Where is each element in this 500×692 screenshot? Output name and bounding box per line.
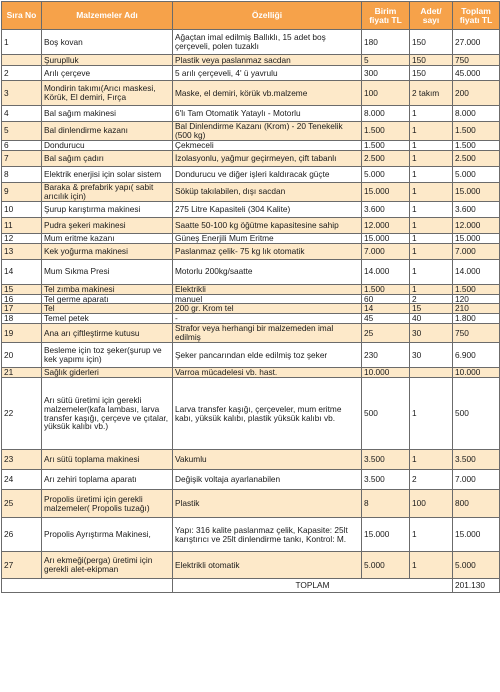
table-row xyxy=(2,55,500,66)
item-specification: Plastik veya paslanmaz sacdan xyxy=(173,55,362,66)
quantity: 1 xyxy=(410,182,453,201)
unit-price: 15.000 xyxy=(362,182,410,201)
item-specification: 275 Litre Kapasiteli (304 Kalite) xyxy=(173,201,362,217)
table-header-row xyxy=(2,2,500,30)
table-row xyxy=(2,166,500,182)
header-adet-sayi: Adet/ sayı xyxy=(410,2,453,30)
row-number: 2 xyxy=(2,66,42,81)
item-name: Kek yoğurma makinesi xyxy=(42,243,173,259)
unit-price: 5 xyxy=(362,55,410,66)
item-name: Bal sağım makinesi xyxy=(42,106,173,122)
table-row xyxy=(2,140,500,150)
item-name: Bal dinlendirme kazanı xyxy=(42,122,173,141)
item-specification: 200 gr. Krom tel xyxy=(173,304,362,314)
total-price: 45.000 xyxy=(453,66,500,81)
item-name: Tel germe aparatı xyxy=(42,294,173,304)
quantity: 40 xyxy=(410,314,453,324)
unit-price: 25 xyxy=(362,324,410,343)
row-number: 25 xyxy=(2,490,42,518)
quantity: 1 xyxy=(410,122,453,141)
item-specification: Ağaçtan imal edilmiş Ballıklı, 15 adet boş çerçeveli, polen tuzaklı xyxy=(173,30,362,55)
header-birim-fiyati: Birim fiyatı TL xyxy=(362,2,410,30)
quantity: 2 xyxy=(410,470,453,490)
quantity: 150 xyxy=(410,30,453,55)
item-specification: Güneş Enerjili Mum Eritme xyxy=(173,233,362,243)
item-specification: Elektrikli xyxy=(173,284,362,294)
item-name: Propolis üretimi için gerekli malzemeler( Propolis tuzağı) xyxy=(42,490,173,518)
quantity: 2 takım xyxy=(410,81,453,106)
unit-price: 5.000 xyxy=(362,166,410,182)
row-number: 6 xyxy=(2,140,42,150)
item-name: Besleme için toz şeker(şurup ve kek yapımı için) xyxy=(42,343,173,368)
item-name: Arılı çerçeve xyxy=(42,66,173,81)
quantity: 1 xyxy=(410,284,453,294)
quantity: 30 xyxy=(410,324,453,343)
table-row xyxy=(2,284,500,294)
row-number: 5 xyxy=(2,122,42,141)
unit-price: 15.000 xyxy=(362,518,410,552)
table-row xyxy=(2,518,500,552)
header-ozelligi: Özelliği xyxy=(173,2,362,30)
item-name: Ana arı çiftleştirme kutusu xyxy=(42,324,173,343)
item-specification: Elektrikli otomatik xyxy=(173,552,362,579)
unit-price: 8.000 xyxy=(362,106,410,122)
row-number: 17 xyxy=(2,304,42,314)
item-name: Tel xyxy=(42,304,173,314)
table-row xyxy=(2,259,500,284)
table-row xyxy=(2,201,500,217)
row-number: 15 xyxy=(2,284,42,294)
total-empty-cell xyxy=(2,579,173,593)
item-specification: manuel xyxy=(173,294,362,304)
item-name: Pudra şekeri makinesi xyxy=(42,217,173,233)
unit-price: 60 xyxy=(362,294,410,304)
total-price: 12.000 xyxy=(453,217,500,233)
table-row xyxy=(2,304,500,314)
item-name: Sağlık giderleri xyxy=(42,368,173,378)
row-number: 14 xyxy=(2,259,42,284)
quantity: 1 xyxy=(410,378,453,450)
quantity: 1 xyxy=(410,166,453,182)
table-row xyxy=(2,150,500,166)
total-price: 1.800 xyxy=(453,314,500,324)
table-row xyxy=(2,233,500,243)
unit-price: 14.000 xyxy=(362,259,410,284)
item-specification: Motorlu 200kg/saatte xyxy=(173,259,362,284)
item-specification: Söküp takılabilen, dışı sacdan xyxy=(173,182,362,201)
header-toplam-fiyati: Toplam fiyatı TL xyxy=(453,2,500,30)
quantity xyxy=(410,368,453,378)
item-specification: Yapı: 316 kalite paslanmaz çelik, Kapasite: 25lt karıştırıcı ve 25lt dinlendirme tankı, Kontrol: M. xyxy=(173,518,362,552)
row-number: 20 xyxy=(2,343,42,368)
quantity: 1 xyxy=(410,150,453,166)
row-number: 8 xyxy=(2,166,42,182)
quantity: 1 xyxy=(410,243,453,259)
total-price: 1.500 xyxy=(453,140,500,150)
unit-price: 7.000 xyxy=(362,243,410,259)
total-price: 27.000 xyxy=(453,30,500,55)
quantity: 1 xyxy=(410,233,453,243)
row-number: 16 xyxy=(2,294,42,304)
unit-price: 14 xyxy=(362,304,410,314)
item-name: Boş kovan xyxy=(42,30,173,55)
row-number: 1 xyxy=(2,30,42,55)
total-price: 6.900 xyxy=(453,343,500,368)
unit-price: 10.000 xyxy=(362,368,410,378)
total-price: 15.000 xyxy=(453,182,500,201)
row-number: 3 xyxy=(2,81,42,106)
header-sira-no: Sıra No xyxy=(2,2,42,30)
total-price: 8.000 xyxy=(453,106,500,122)
item-specification: Değişik voltaja ayarlanabilen xyxy=(173,470,362,490)
table-row xyxy=(2,314,500,324)
row-number: 27 xyxy=(2,552,42,579)
unit-price: 300 xyxy=(362,66,410,81)
table-row xyxy=(2,66,500,81)
total-price: 10.000 xyxy=(453,368,500,378)
item-specification: Larva transfer kaşığı, çerçeveler, mum eritme kabı, yüksük kalıbı, plastik yüksük kalıbı vb. xyxy=(173,378,362,450)
total-price: 5.000 xyxy=(453,166,500,182)
item-specification: 6'lı Tam Otomatik Yataylı - Motorlu xyxy=(173,106,362,122)
quantity: 150 xyxy=(410,66,453,81)
item-name: Mondirin takımı(Arıcı maskesi, Körük, El demiri, Fırça xyxy=(42,81,173,106)
unit-price: 3.600 xyxy=(362,201,410,217)
total-price: 750 xyxy=(453,324,500,343)
total-price: 3.500 xyxy=(453,450,500,470)
total-price: 3.600 xyxy=(453,201,500,217)
item-name: Arı ekmeği(perga) üretimi için gerekli alet-ekipman xyxy=(42,552,173,579)
table-row xyxy=(2,30,500,55)
item-name: Arı sütü toplama makinesi xyxy=(42,450,173,470)
item-specification: Strafor veya herhangi bir malzemeden imal edilmiş xyxy=(173,324,362,343)
total-label: TOPLAM xyxy=(173,579,453,593)
item-specification: Plastik xyxy=(173,490,362,518)
unit-price: 5.000 xyxy=(362,552,410,579)
row-number xyxy=(2,55,42,66)
table-row xyxy=(2,450,500,470)
unit-price: 45 xyxy=(362,314,410,324)
total-price: 200 xyxy=(453,81,500,106)
item-name: Mum eritme kazanı xyxy=(42,233,173,243)
item-specification: 5 arılı çerçeveli, 4' ü yavrulu xyxy=(173,66,362,81)
quantity: 15 xyxy=(410,304,453,314)
item-specification: Varroa mücadelesi vb. hast. xyxy=(173,368,362,378)
table-row xyxy=(2,81,500,106)
row-number: 23 xyxy=(2,450,42,470)
item-specification: Bal Dinlendirme Kazanı (Krom) - 20 Tenekelik (500 kg) xyxy=(173,122,362,141)
total-price: 120 xyxy=(453,294,500,304)
table-row xyxy=(2,217,500,233)
total-price: 800 xyxy=(453,490,500,518)
quantity: 1 xyxy=(410,217,453,233)
item-name: Şuruplluk xyxy=(42,55,173,66)
quantity: 1 xyxy=(410,518,453,552)
item-name: Baraka & prefabrik yapı( sabit arıcılık için) xyxy=(42,182,173,201)
total-price: 5.000 xyxy=(453,552,500,579)
total-price: 15.000 xyxy=(453,233,500,243)
unit-price: 8 xyxy=(362,490,410,518)
table-row xyxy=(2,368,500,378)
row-number: 26 xyxy=(2,518,42,552)
row-number: 7 xyxy=(2,150,42,166)
table-row xyxy=(2,122,500,141)
total-price: 500 xyxy=(453,378,500,450)
total-price: 7.000 xyxy=(453,243,500,259)
quantity: 150 xyxy=(410,55,453,66)
item-name: Arı sütü üretimi için gerekli malzemeler(kafa lambası, larva transfer kaşığı, çerçeve ve çıtalar, yüksük kalıbı vb.) xyxy=(42,378,173,450)
item-specification: Dondurucu ve diğer işleri kaldıracak güçte xyxy=(173,166,362,182)
table-row xyxy=(2,470,500,490)
item-specification: Paslanmaz çelik- 75 kg lık otomatik xyxy=(173,243,362,259)
unit-price: 1.500 xyxy=(362,284,410,294)
total-price: 1.500 xyxy=(453,284,500,294)
quantity: 1 xyxy=(410,201,453,217)
row-number: 13 xyxy=(2,243,42,259)
total-price: 7.000 xyxy=(453,470,500,490)
item-specification: Çekmeceli xyxy=(173,140,362,150)
quantity: 1 xyxy=(410,140,453,150)
item-specification: İzolasyonlu, yağmur geçirmeyen, çift tabanlı xyxy=(173,150,362,166)
total-price: 15.000 xyxy=(453,518,500,552)
equipment-cost-table xyxy=(1,1,500,593)
item-specification: - xyxy=(173,314,362,324)
unit-price: 230 xyxy=(362,343,410,368)
row-number: 4 xyxy=(2,106,42,122)
item-name: Temel petek xyxy=(42,314,173,324)
item-specification: Şeker pancarından elde edilmiş toz şeker xyxy=(173,343,362,368)
unit-price: 3.500 xyxy=(362,450,410,470)
total-price: 750 xyxy=(453,55,500,66)
total-price: 1.500 xyxy=(453,122,500,141)
quantity: 30 xyxy=(410,343,453,368)
table-row xyxy=(2,324,500,343)
item-specification: Saatte 50-100 kg öğütme kapasitesine sahip xyxy=(173,217,362,233)
header-malzemeler-adi: Malzemeler Adı xyxy=(42,2,173,30)
row-number: 11 xyxy=(2,217,42,233)
total-price: 14.000 xyxy=(453,259,500,284)
quantity: 1 xyxy=(410,106,453,122)
table-row xyxy=(2,490,500,518)
quantity: 1 xyxy=(410,259,453,284)
quantity: 1 xyxy=(410,450,453,470)
row-number: 24 xyxy=(2,470,42,490)
row-number: 12 xyxy=(2,233,42,243)
quantity: 100 xyxy=(410,490,453,518)
item-name: Propolis Ayrıştırma Makinesi, xyxy=(42,518,173,552)
total-price: 210 xyxy=(453,304,500,314)
row-number: 21 xyxy=(2,368,42,378)
quantity: 2 xyxy=(410,294,453,304)
table-row xyxy=(2,106,500,122)
item-specification: Maske, el demiri, körük vb.malzeme xyxy=(173,81,362,106)
item-name: Elektrik enerjisi için solar sistem xyxy=(42,166,173,182)
item-specification: Vakumlu xyxy=(173,450,362,470)
quantity: 1 xyxy=(410,552,453,579)
unit-price: 500 xyxy=(362,378,410,450)
unit-price: 1.500 xyxy=(362,122,410,141)
table-row xyxy=(2,343,500,368)
grand-total-value: 201.130 xyxy=(453,579,500,593)
table-row xyxy=(2,552,500,579)
unit-price: 100 xyxy=(362,81,410,106)
unit-price: 12.000 xyxy=(362,217,410,233)
unit-price: 2.500 xyxy=(362,150,410,166)
row-number: 18 xyxy=(2,314,42,324)
row-number: 9 xyxy=(2,182,42,201)
total-price: 2.500 xyxy=(453,150,500,166)
total-row xyxy=(2,579,500,593)
unit-price: 1.500 xyxy=(362,140,410,150)
item-name: Bal sağım çadırı xyxy=(42,150,173,166)
item-name: Tel zımba makinesi xyxy=(42,284,173,294)
item-name: Arı zehiri toplama aparatı xyxy=(42,470,173,490)
table-row xyxy=(2,294,500,304)
unit-price: 180 xyxy=(362,30,410,55)
table-row xyxy=(2,378,500,450)
row-number: 22 xyxy=(2,378,42,450)
row-number: 19 xyxy=(2,324,42,343)
item-name: Dondurucu xyxy=(42,140,173,150)
row-number: 10 xyxy=(2,201,42,217)
table-row xyxy=(2,243,500,259)
item-name: Mum Sıkma Presi xyxy=(42,259,173,284)
unit-price: 15.000 xyxy=(362,233,410,243)
unit-price: 3.500 xyxy=(362,470,410,490)
table-row xyxy=(2,182,500,201)
item-name: Şurup karıştırma makinesi xyxy=(42,201,173,217)
